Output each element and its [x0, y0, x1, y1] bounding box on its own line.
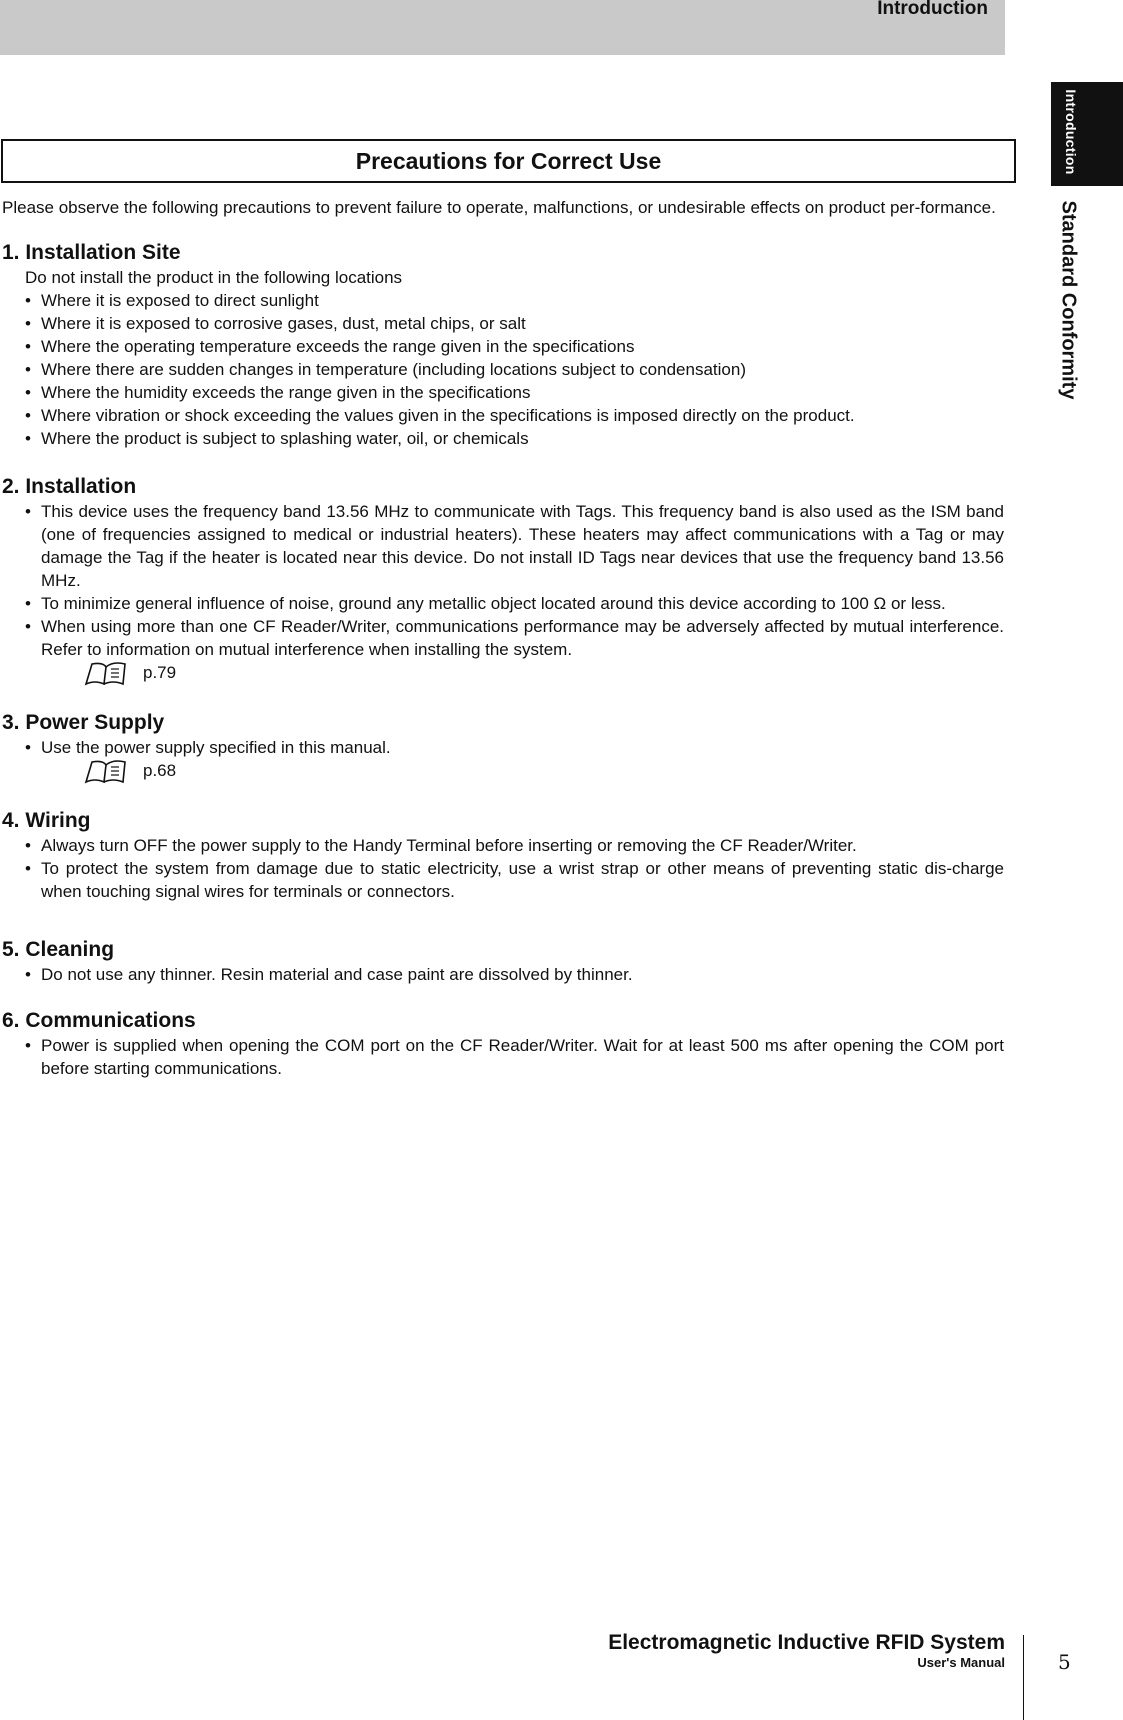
page-title: Precautions for Correct Use: [1, 139, 1016, 183]
footer-divider: [1023, 1635, 1024, 1720]
section-installation-site: [2, 239, 1004, 450]
side-tab-active[interactable]: [1051, 82, 1123, 186]
footer-title: Electromagnetic Inductive RFID System: [608, 1631, 1005, 1654]
section-heading: 6. Communications: [2, 1009, 196, 1032]
section-heading: 1. Installation Site: [2, 241, 181, 264]
list-item: • When using more than one CF Reader/Writer, communications performance may be adversely affected by mutual interference. Refer to information on mutual interference when installing the system.: [2, 615, 1004, 661]
footer-subtitle: User's Manual: [917, 1655, 1005, 1670]
section-lead: Do not install the product in the following locations: [25, 268, 403, 287]
section-wiring: [2, 807, 1004, 903]
page-reference-label: p.68: [143, 761, 177, 780]
section-heading: 2. Installation: [2, 475, 137, 498]
list-item: • Use the power supply specified in this manual.: [2, 736, 1004, 759]
book-icon: [83, 660, 127, 686]
side-section-label: Standard Conformity: [1057, 200, 1080, 400]
list-item: • Where it is exposed to direct sunlight: [2, 289, 1004, 312]
section-installation: [2, 473, 1004, 684]
header-bar: [0, 0, 1005, 55]
intro-paragraph: Please observe the following precautions to prevent failure to operate, malfunctions, or undesirable effects on product per-formance.: [2, 198, 996, 217]
side-tab-label: Introduction: [1063, 89, 1079, 175]
list-item: • Where it is exposed to corrosive gases, dust, metal chips, or salt: [2, 312, 1004, 335]
section-power-supply: [2, 709, 1004, 782]
list-item: • Power is supplied when opening the COM port on the CF Reader/Writer. Wait for at least 500 ms after opening the COM port before starting communications.: [2, 1034, 1004, 1080]
list-item: • This device uses the frequency band 13.56 MHz to communicate with Tags. This frequency band is also used as the ISM band (one of frequencies assigned to medical or industrial heaters). These heaters may affect communications with a Tag or may damage the Tag if the heater is located near this device. Do not install ID Tags near devices that use the frequency band 13.56 MHz.: [2, 500, 1004, 592]
section-heading: 3. Power Supply: [2, 711, 165, 734]
page-reference-label: p.79: [143, 663, 177, 682]
page-reference[interactable]: [83, 661, 1004, 684]
list-item: • To protect the system from damage due to static electricity, use a wrist strap or other means of preventing static dis-charge when touching signal wires for terminals or connectors.: [2, 857, 1004, 903]
list-item: • Where the product is subject to splashing water, oil, or chemicals: [2, 427, 1004, 450]
list-item: • Where vibration or shock exceeding the values given in the specifications is imposed directly on the product.: [2, 404, 1004, 427]
book-icon: [83, 758, 127, 784]
section-cleaning: [2, 936, 1004, 986]
list-item: • Always turn OFF the power supply to the Handy Terminal before inserting or removing the CF Reader/Writer.: [2, 834, 1004, 857]
list-item: • Where the humidity exceeds the range given in the specifications: [2, 381, 1004, 404]
main-content: [2, 196, 1004, 1080]
section-communications: [2, 1007, 1004, 1080]
list-item: • Do not use any thinner. Resin material and case paint are dissolved by thinner.: [2, 963, 1004, 986]
section-heading: 4. Wiring: [2, 809, 91, 832]
list-item: • Where there are sudden changes in temperature (including locations subject to condensation): [2, 358, 1004, 381]
list-item: • To minimize general influence of noise, ground any metallic object located around this device according to 100 Ω or less.: [2, 592, 1004, 615]
list-item: • Where the operating temperature exceeds the range given in the specifications: [2, 335, 1004, 358]
page-number: 5: [1058, 1650, 1071, 1674]
page-reference[interactable]: [83, 759, 1004, 782]
header-title: Introduction: [877, 0, 988, 19]
section-heading: 5. Cleaning: [2, 938, 115, 961]
